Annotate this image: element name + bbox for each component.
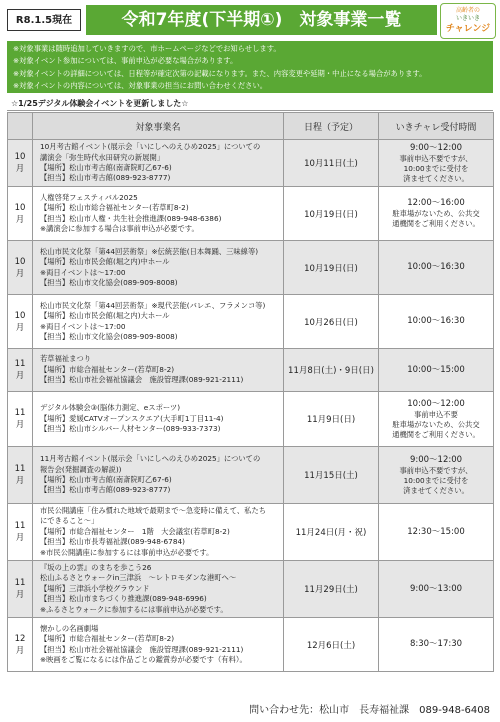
reception-note-line: 済ませてください。 <box>403 485 469 495</box>
reception-time-cell <box>379 618 494 672</box>
reception-time-cell <box>379 561 494 618</box>
reception-time-cell <box>379 504 494 561</box>
event-detail-line: 【担当】松山市人権・共生社会推進課(089-948-6386) <box>40 213 222 223</box>
table-row <box>8 295 494 349</box>
event-detail-cell <box>33 618 284 672</box>
header-schedule: 日程（予定） <box>284 113 379 140</box>
month-cell <box>8 349 33 392</box>
reception-time-cell <box>379 349 494 392</box>
event-date-cell: 11月24日(月・祝) <box>284 504 379 561</box>
notice-box <box>7 41 493 93</box>
event-detail-line: 人権啓発フェスティバル2025 <box>40 192 138 202</box>
event-detail-cell <box>33 447 284 504</box>
event-date-cell: 10月26日(日) <box>284 295 379 349</box>
month-number: 12 <box>14 633 26 644</box>
reception-time: 9:00～13:00 <box>409 583 463 594</box>
event-date-cell: 11月29日(土) <box>284 561 379 618</box>
table-row <box>8 140 494 187</box>
event-detail-line: 11月考古館イベント(展示会「いにしへのえひめ2025」についての <box>40 454 261 464</box>
event-detail-line: 市民公開講座「住み慣れた地域で最期まで～急変時に備えて、私たち <box>40 506 267 515</box>
event-detail-line: 報告会(発掘調査の解説)) <box>40 464 122 474</box>
table-header-row <box>8 113 494 140</box>
reception-time: 10:00～15:00 <box>407 364 465 375</box>
month-unit: 月 <box>15 322 25 333</box>
event-detail-line: にできること～」 <box>40 516 99 526</box>
event-table <box>7 112 494 672</box>
month-cell <box>8 187 33 241</box>
month-cell <box>8 447 33 504</box>
month-number: 11 <box>14 578 26 589</box>
logo-line-3: チャレンジ <box>445 24 491 34</box>
reception-time: 10:00～16:30 <box>407 316 465 326</box>
event-detail-line: 【場所】松山市総合福祉センター(若草町8-2) <box>40 203 189 213</box>
event-detail-line: 【場所】愛媛CATVオープンスクエア(大手町1丁目11-4) <box>40 413 224 423</box>
event-detail-line: 【場所】市総合福祉センター(若草町8-2) <box>40 364 175 374</box>
event-detail-line: ※両日イベントは～17:00 <box>40 321 126 331</box>
month-unit: 月 <box>15 268 25 279</box>
logo-line-2: いきいき <box>455 15 480 22</box>
table-row <box>8 241 494 295</box>
table-row <box>8 504 494 561</box>
event-detail-line: 【場所】松山市民会館(堀之内)大ホール <box>40 311 170 321</box>
event-detail-line: 【担当】松山市社会福祉協議会 施設管理課(089-921-2111) <box>40 375 244 385</box>
event-detail-line: 【場所】松山市考古館(南斎院町乙67-6) <box>40 163 172 172</box>
event-date-cell: 11月8日(土)・9日(日) <box>284 349 379 392</box>
event-detail-line: 懐かしの名画劇場 <box>40 623 99 633</box>
reception-time-cell <box>379 241 494 295</box>
table-row <box>8 447 494 504</box>
month-number: 11 <box>14 359 26 369</box>
month-unit: 月 <box>15 420 25 430</box>
update-banner: ☆1/25デジタル体験会イベントを更新しました☆ <box>7 96 493 111</box>
event-date-cell: 10月19日(日) <box>284 187 379 241</box>
month-number: 10 <box>14 152 26 162</box>
reception-time: 9:00～12:00 <box>409 454 463 465</box>
table-row <box>8 618 494 672</box>
challenge-logo <box>440 3 496 39</box>
month-cell <box>8 392 33 447</box>
reception-time-cell <box>379 392 494 447</box>
month-unit: 月 <box>15 214 25 225</box>
reception-time: 12:00～16:00 <box>407 198 465 208</box>
event-detail-line: 講演会「弥生時代水田研究の新展開」 <box>40 152 165 162</box>
reception-note-line: 済ませてください。 <box>403 173 469 183</box>
reception-note-line: 10:00までに受付を <box>403 475 469 485</box>
month-unit: 月 <box>15 645 25 656</box>
event-detail-line: デジタル体験会③(脳体力測定、eスポーツ) <box>40 403 181 413</box>
event-detail-line: 【担当】松山市考古館(089-923-8777) <box>40 173 171 183</box>
reception-note-line: 駐車場がないため、公共交 <box>392 209 480 218</box>
table-row <box>8 392 494 447</box>
table-row <box>8 561 494 618</box>
event-detail-line: 【担当】松山市シルバー人材センター(089-933-7373) <box>40 424 221 434</box>
reception-time: 10:00～12:00 <box>407 398 465 409</box>
reception-note-line: 事前申込不要 <box>414 409 458 419</box>
event-detail-line: 【場所】三津浜小学校グラウンド <box>40 583 150 593</box>
month-unit: 月 <box>15 533 25 544</box>
event-detail-line: 【担当】松山市考古館(089-923-8777) <box>40 485 171 495</box>
reception-time: 8:30～17:30 <box>409 639 463 650</box>
month-cell <box>8 504 33 561</box>
month-number: 10 <box>14 256 26 267</box>
event-detail-line: ※市民公開講座に参加するには事前申込が必要です。 <box>40 547 214 557</box>
reception-time-cell <box>379 140 494 187</box>
event-detail-cell <box>33 561 284 618</box>
header-reception-time: いきチャレ受付時間 <box>379 113 494 140</box>
month-unit: 月 <box>15 164 25 174</box>
month-unit: 月 <box>15 371 25 381</box>
page-title: 令和7年度(下半期①) 対象事業一覧 <box>86 5 437 35</box>
reception-time: 12:30～15:00 <box>407 526 465 537</box>
month-cell <box>8 295 33 349</box>
event-detail-line: 10月考古館イベント(展示会「いにしへのえひめ2025」についての <box>40 142 261 152</box>
reception-time-cell <box>379 447 494 504</box>
reception-time: 9:00～12:00 <box>409 142 463 153</box>
event-detail-cell <box>33 187 284 241</box>
reception-note-line: 事前申込不要ですが、 <box>399 153 473 163</box>
event-detail-line: ※講演会に参加する場合は事前申込が必要です。 <box>40 223 199 233</box>
reception-note-line: 駐車場がないため、公共交 <box>392 419 480 429</box>
table-row <box>8 187 494 241</box>
event-detail-line: 【場所】松山市民会館(堀之内)中ホール <box>40 257 170 267</box>
event-detail-cell <box>33 241 284 295</box>
month-number: 11 <box>14 464 26 474</box>
event-detail-line: 【場所】松山市考古館(南斎院町乙67-6) <box>40 475 172 484</box>
reception-time-cell <box>379 295 494 349</box>
notice-line: ※対象イベント参加については、事前申込が必要な場合があります。 <box>13 56 238 66</box>
event-detail-line: 【担当】松山市文化協会(089-909-8008) <box>40 277 178 287</box>
event-detail-cell <box>33 140 284 187</box>
event-detail-cell <box>33 392 284 447</box>
notice-line: ※対象事業は随時追加していきますので、市ホームページなどでお知らせします。 <box>13 44 281 53</box>
header-month <box>8 113 33 140</box>
month-cell <box>8 561 33 618</box>
event-detail-line: 【担当】松山市まちづくり推進課(089-948-6996) <box>40 594 207 604</box>
month-number: 11 <box>14 521 26 532</box>
event-detail-line: 【担当】松山市社会福祉協議会 施設管理課(089-921-2111) <box>40 644 244 654</box>
reception-note-line: 通機関をご利用ください。 <box>392 429 480 439</box>
event-detail-line: 松山市民文化祭「第44回芸術祭」※伝統芸能(日本舞踊、三味線等) <box>40 246 259 256</box>
month-unit: 月 <box>15 590 25 601</box>
header-event-name: 対象事業名 <box>33 113 284 140</box>
month-cell <box>8 618 33 672</box>
event-detail-line: 若草福祉まつり <box>40 354 92 364</box>
event-date-cell: 11月15日(土) <box>284 447 379 504</box>
notice-line: ※対象イベントの詳細については、日程等が確定次第の記載になります。また、内容変更や延期・中止になる場合があります。 <box>13 68 427 78</box>
month-number: 11 <box>14 408 26 418</box>
event-detail-cell <box>33 504 284 561</box>
event-detail-line: 松山ふるさとウォークin三津浜 ～レトロモダンな港町へ～ <box>40 573 237 583</box>
logo-line-1: 高齢者の <box>455 7 480 14</box>
event-detail-line: 【場所】市総合福祉センター(若草町8-2) <box>40 634 175 644</box>
month-unit: 月 <box>15 476 25 486</box>
event-detail-line: 【担当】松山市文化協会(089-909-8008) <box>40 331 178 341</box>
event-detail-line: 【場所】市総合福祉センター 1階 大会議室(若草町8-2) <box>40 526 230 536</box>
event-detail-cell <box>33 295 284 349</box>
event-date-cell: 10月11日(土) <box>284 140 379 187</box>
contact-footer: 問い合わせ先：松山市 長寿福祉課 089-948-6408 <box>249 705 490 716</box>
month-number: 10 <box>14 202 26 213</box>
month-cell <box>8 140 33 187</box>
reception-note-line: 通機関をご利用ください。 <box>392 219 480 228</box>
table-row <box>8 349 494 392</box>
event-detail-line: 『坂の上の雲』のまちを歩こう26 <box>40 563 152 573</box>
month-cell <box>8 241 33 295</box>
date-badge: R8.1.5現在 <box>7 9 81 31</box>
event-detail-cell <box>33 349 284 392</box>
event-detail-line: ※映画をご覧になるには作品ごとの鑑賞券が必要です（有料）。 <box>40 654 247 664</box>
event-date-cell: 12月6日(土) <box>284 618 379 672</box>
event-date-cell: 10月19日(日) <box>284 241 379 295</box>
reception-time-cell <box>379 187 494 241</box>
event-detail-line: ※ふるさとウォークに参加するには事前申込が必要です。 <box>40 604 228 614</box>
reception-note-line: 事前申込不要ですが、 <box>399 465 473 475</box>
event-date-cell: 11月9日(日) <box>284 392 379 447</box>
event-detail-line: 【担当】松山市長寿福祉課(089-948-6784) <box>40 537 185 547</box>
event-detail-line: 松山市民文化祭「第44回芸術祭」※現代芸能(バレエ、フラメンコ等) <box>40 300 266 310</box>
notice-line: ※対象イベントの内容については、対象事業の担当にお問い合わせください。 <box>13 81 268 91</box>
reception-time: 10:00～16:30 <box>407 262 465 272</box>
reception-note-line: 10:00までに受付を <box>403 163 469 173</box>
month-number: 10 <box>14 310 26 321</box>
event-detail-line: ※両日イベントは～17:00 <box>40 267 126 277</box>
